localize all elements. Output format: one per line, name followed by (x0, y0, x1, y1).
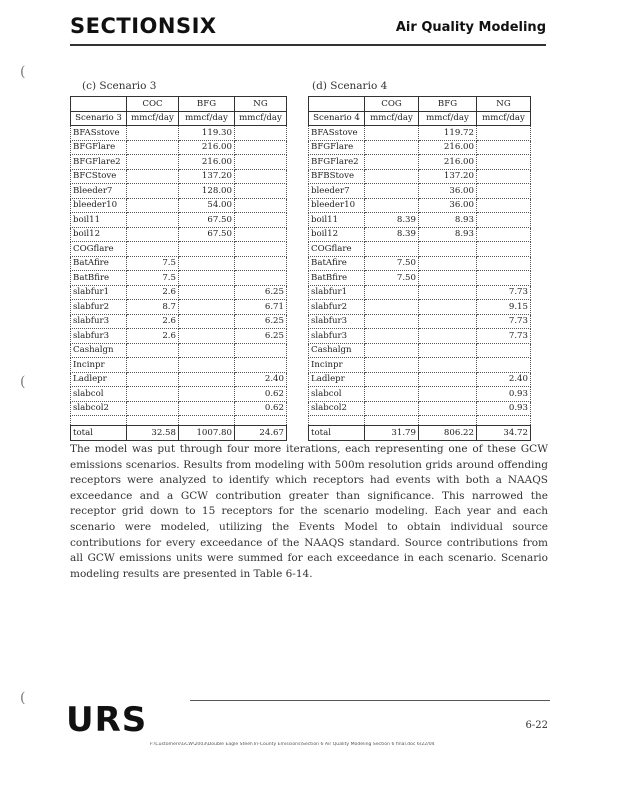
scenario4-caption: (d) Scenario 4 (312, 80, 388, 92)
punch-hole-mark: ( (20, 374, 26, 390)
table-cell (179, 329, 235, 344)
table-cell (179, 416, 235, 426)
table-cell (127, 401, 179, 416)
table-cell: 216.00 (179, 155, 235, 170)
table-cell: 137.20 (179, 169, 235, 184)
table-cell: 119.30 (179, 126, 235, 141)
table-cell (365, 314, 419, 329)
total-row (309, 426, 531, 441)
row-label: bleeder10 (309, 198, 365, 213)
table-cell (235, 242, 287, 257)
table-row (71, 271, 287, 286)
table-cell: 7.73 (477, 314, 531, 329)
table-cell (127, 213, 179, 228)
table-cell (235, 169, 287, 184)
table-cell (477, 184, 531, 199)
table-cell (235, 198, 287, 213)
table-cell: 7.50 (365, 271, 419, 286)
table-cell (365, 155, 419, 170)
table-cell (477, 343, 531, 358)
table-row (71, 285, 287, 300)
table-cell (419, 343, 477, 358)
row-label: BFASstove (71, 126, 127, 141)
row-label: total (71, 426, 127, 441)
table-row (309, 314, 531, 329)
table-cell (419, 300, 477, 315)
scenario3-table (70, 96, 287, 441)
table-cell (419, 401, 477, 416)
table-row (71, 198, 287, 213)
table-cell (365, 401, 419, 416)
row-label: BFGFlare2 (71, 155, 127, 170)
row-label: slabfur3 (309, 314, 365, 329)
table-cell (477, 169, 531, 184)
header-row (309, 97, 531, 112)
row-label: BatBfire (71, 271, 127, 286)
table-cell (235, 213, 287, 228)
row-label: bleeder7 (309, 184, 365, 199)
row-label: Scenario 4 (309, 111, 365, 126)
table-cell: 36.00 (419, 184, 477, 199)
table-cell (365, 343, 419, 358)
table-cell: 216.00 (419, 140, 477, 155)
row-label: BFGFlare (309, 140, 365, 155)
row-label: Incinpr (309, 358, 365, 373)
table-cell: 216.00 (419, 155, 477, 170)
table-cell: 0.93 (477, 401, 531, 416)
row-label: slabfur1 (309, 285, 365, 300)
punch-hole-mark: ( (20, 64, 26, 80)
table-cell (365, 184, 419, 199)
table-row (309, 198, 531, 213)
table-cell (477, 213, 531, 228)
table-cell: BFG (179, 97, 235, 112)
table-row (71, 372, 287, 387)
row-label: slabfur3 (309, 329, 365, 344)
row-label: slabcol (71, 387, 127, 402)
table-cell: 7.50 (365, 256, 419, 271)
row-label: COGflare (71, 242, 127, 257)
table-row (309, 358, 531, 373)
table-cell (365, 387, 419, 402)
table-cell (179, 343, 235, 358)
total-row (71, 426, 287, 441)
table-row (71, 387, 287, 402)
table-row (309, 155, 531, 170)
footer-rule (190, 700, 550, 701)
table-cell (71, 416, 127, 426)
table-cell: mmcf/day (365, 111, 419, 126)
table-row (71, 329, 287, 344)
table-cell (179, 387, 235, 402)
header-rule (70, 44, 546, 46)
table-cell: 119.72 (419, 126, 477, 141)
row-label: Incinpr (71, 358, 127, 373)
table-cell (365, 126, 419, 141)
table-row (309, 256, 531, 271)
table-cell (365, 300, 419, 315)
table-cell: 7.73 (477, 285, 531, 300)
table-cell: 8.93 (419, 213, 477, 228)
table-row (71, 155, 287, 170)
spacer-row (71, 416, 287, 426)
table-cell (179, 358, 235, 373)
row-label: BFCStove (71, 169, 127, 184)
table-cell (419, 314, 477, 329)
row-label: bleeder10 (71, 198, 127, 213)
table-cell: 0.93 (477, 387, 531, 402)
table-cell (235, 256, 287, 271)
table-row (309, 343, 531, 358)
table-cell: 137.20 (419, 169, 477, 184)
table-cell (179, 271, 235, 286)
table-cell (365, 242, 419, 257)
row-label: slabfur2 (71, 300, 127, 315)
row-label: slabfur3 (71, 329, 127, 344)
table-cell: 34.72 (477, 426, 531, 441)
table-cell (419, 387, 477, 402)
scenario4-table (308, 96, 531, 441)
table-cell: 2.40 (235, 372, 287, 387)
table-cell: BFG (419, 97, 477, 112)
table-cell (179, 372, 235, 387)
table-cell (179, 314, 235, 329)
table-cell (419, 358, 477, 373)
table-row (309, 329, 531, 344)
table-cell: 7.5 (127, 256, 179, 271)
table-cell (365, 140, 419, 155)
table-cell (127, 140, 179, 155)
table-cell (127, 358, 179, 373)
row-label: Bleeder7 (71, 184, 127, 199)
table-cell (419, 285, 477, 300)
table-row (309, 169, 531, 184)
table-row (71, 227, 287, 242)
table-row (71, 242, 287, 257)
table-cell: 67.50 (179, 227, 235, 242)
table-cell (477, 126, 531, 141)
table-row (71, 126, 287, 141)
table-cell (477, 271, 531, 286)
table-cell: 31.79 (365, 426, 419, 441)
table-cell (419, 416, 477, 426)
row-label: Cashalgn (71, 343, 127, 358)
table-row (71, 358, 287, 373)
table-row (309, 387, 531, 402)
table-row (309, 401, 531, 416)
table-cell (179, 256, 235, 271)
table-cell (127, 372, 179, 387)
row-label: BatAfire (71, 256, 127, 271)
table-cell (477, 155, 531, 170)
table-cell (235, 140, 287, 155)
table-cell: 24.67 (235, 426, 287, 441)
table-cell (235, 271, 287, 286)
table-cell (179, 300, 235, 315)
table-cell: 8.7 (127, 300, 179, 315)
table-cell (127, 184, 179, 199)
row-label: boil12 (71, 227, 127, 242)
row-label: Ladlepr (71, 372, 127, 387)
table-cell (365, 169, 419, 184)
table-cell (127, 169, 179, 184)
table-cell (419, 256, 477, 271)
table-cell (127, 227, 179, 242)
table-cell: 216.00 (179, 140, 235, 155)
table-cell (419, 329, 477, 344)
table-cell (127, 155, 179, 170)
table-cell: 54.00 (179, 198, 235, 213)
table-cell (365, 358, 419, 373)
table-cell: NG (477, 97, 531, 112)
spacer-row (309, 416, 531, 426)
row-label: boil12 (309, 227, 365, 242)
table-cell (127, 198, 179, 213)
table-cell (365, 372, 419, 387)
row-label: slabfur3 (71, 314, 127, 329)
table-cell (179, 401, 235, 416)
table-cell: 7.73 (477, 329, 531, 344)
table-row (309, 285, 531, 300)
table-cell (235, 343, 287, 358)
table-cell: 0.62 (235, 401, 287, 416)
table-cell (477, 416, 531, 426)
table-cell: COC (127, 97, 179, 112)
row-label: Scenario 3 (71, 111, 127, 126)
table-cell (235, 126, 287, 141)
table-row (71, 184, 287, 199)
units-row (71, 111, 287, 126)
table-cell (179, 242, 235, 257)
row-label: COGflare (309, 242, 365, 257)
table-cell: 8.39 (365, 213, 419, 228)
table-row (309, 227, 531, 242)
table-cell: 36.00 (419, 198, 477, 213)
table-cell (235, 184, 287, 199)
table-cell: 806.22 (419, 426, 477, 441)
table-row (71, 256, 287, 271)
table-row (309, 242, 531, 257)
table-cell: 2.40 (477, 372, 531, 387)
table-cell (477, 227, 531, 242)
table-cell: 128.00 (179, 184, 235, 199)
table-cell: 6.71 (235, 300, 287, 315)
table-cell (309, 416, 365, 426)
table-row (309, 300, 531, 315)
header-row (71, 97, 287, 112)
table-cell (365, 285, 419, 300)
row-label (71, 97, 127, 112)
table-cell: COG (365, 97, 419, 112)
body-paragraph: The model was put through four more iterations, each representing one of these GCW emissions scenarios. Results from modeling with 500m resolution grids around offending receptors were analyzed to identify which receptors had events with both a NAAQS exceedance and a GCW contribution greater than significance. This narrowed the receptor grid down to 15 receptors for the scenario modeling. Each year and each scenario were modeled, utilizing the Events Model to obtain individual source contributions for every exceedance of the NAAQS standard. Source contributions from all GCW emissions units were summed for each exceedance in each scenario. Scenario modeling results are presented in Table 6-14. (70, 443, 548, 580)
table-cell: 67.50 (179, 213, 235, 228)
table-cell: 2.6 (127, 314, 179, 329)
row-label (309, 97, 365, 112)
table-cell (477, 256, 531, 271)
table-cell: 32.58 (127, 426, 179, 441)
table-row (309, 126, 531, 141)
table-cell (419, 271, 477, 286)
row-label: BFGFlare2 (309, 155, 365, 170)
table-cell: 8.39 (365, 227, 419, 242)
table-cell (127, 387, 179, 402)
table-cell (419, 372, 477, 387)
row-label: total (309, 426, 365, 441)
table-cell: NG (235, 97, 287, 112)
row-label: BatAfire (309, 256, 365, 271)
table-row (71, 140, 287, 155)
row-label: slabfur2 (309, 300, 365, 315)
row-label: slabcol2 (71, 401, 127, 416)
punch-hole-mark: ( (20, 690, 26, 706)
table-row (71, 169, 287, 184)
table-cell: 6.25 (235, 329, 287, 344)
row-label: BFASstove (309, 126, 365, 141)
units-row (309, 111, 531, 126)
file-path: F:\Customers\GCW\2003\Double Eagle Steel\Tri-County Emissions\Section 6 Air Quality Modeling Section 6 final.doc 6/22/04 (150, 742, 435, 747)
table-row (71, 300, 287, 315)
table-row (71, 213, 287, 228)
table-cell (419, 242, 477, 257)
table-cell (127, 126, 179, 141)
table-row (71, 401, 287, 416)
table-cell: mmcf/day (127, 111, 179, 126)
header-title: Air Quality Modeling (395, 20, 546, 35)
section-title: SECTIONSIX (70, 14, 217, 38)
table-cell (127, 416, 179, 426)
table-cell (179, 285, 235, 300)
page-number: 6-22 (525, 720, 548, 731)
table-cell: mmcf/day (477, 111, 531, 126)
table-row (309, 213, 531, 228)
table-cell (365, 329, 419, 344)
table-row (309, 140, 531, 155)
row-label: boil11 (309, 213, 365, 228)
table-cell: 1007.80 (179, 426, 235, 441)
row-label: BatBfire (309, 271, 365, 286)
table-cell (127, 343, 179, 358)
table-cell: 2.6 (127, 285, 179, 300)
table-row (309, 372, 531, 387)
row-label: slabfur1 (71, 285, 127, 300)
table-cell: 2.6 (127, 329, 179, 344)
table-cell: 0.62 (235, 387, 287, 402)
table-row (71, 343, 287, 358)
table-cell (235, 358, 287, 373)
table-cell (365, 198, 419, 213)
row-label: slabcol (309, 387, 365, 402)
scenario3-caption: (c) Scenario 3 (82, 80, 157, 92)
table-cell: mmcf/day (179, 111, 235, 126)
table-cell: 7.5 (127, 271, 179, 286)
table-cell (477, 242, 531, 257)
table-cell (235, 155, 287, 170)
table-row (309, 271, 531, 286)
table-row (71, 314, 287, 329)
row-label: BFBStove (309, 169, 365, 184)
table-cell: 6.25 (235, 285, 287, 300)
row-label: BFGFlare (71, 140, 127, 155)
row-label: Cashalgn (309, 343, 365, 358)
row-label: Ladlepr (309, 372, 365, 387)
row-label: slabcol2 (309, 401, 365, 416)
table-cell (477, 140, 531, 155)
table-cell: mmcf/day (419, 111, 477, 126)
table-row (309, 184, 531, 199)
table-cell (235, 227, 287, 242)
table-cell: 6.25 (235, 314, 287, 329)
table-cell: mmcf/day (235, 111, 287, 126)
table-cell: 8.93 (419, 227, 477, 242)
table-cell (477, 358, 531, 373)
table-cell (127, 242, 179, 257)
table-cell (235, 416, 287, 426)
table-cell: 9.15 (477, 300, 531, 315)
row-label: boil11 (71, 213, 127, 228)
table-cell (365, 416, 419, 426)
urs-logo: URS (66, 700, 148, 740)
table-cell (477, 198, 531, 213)
